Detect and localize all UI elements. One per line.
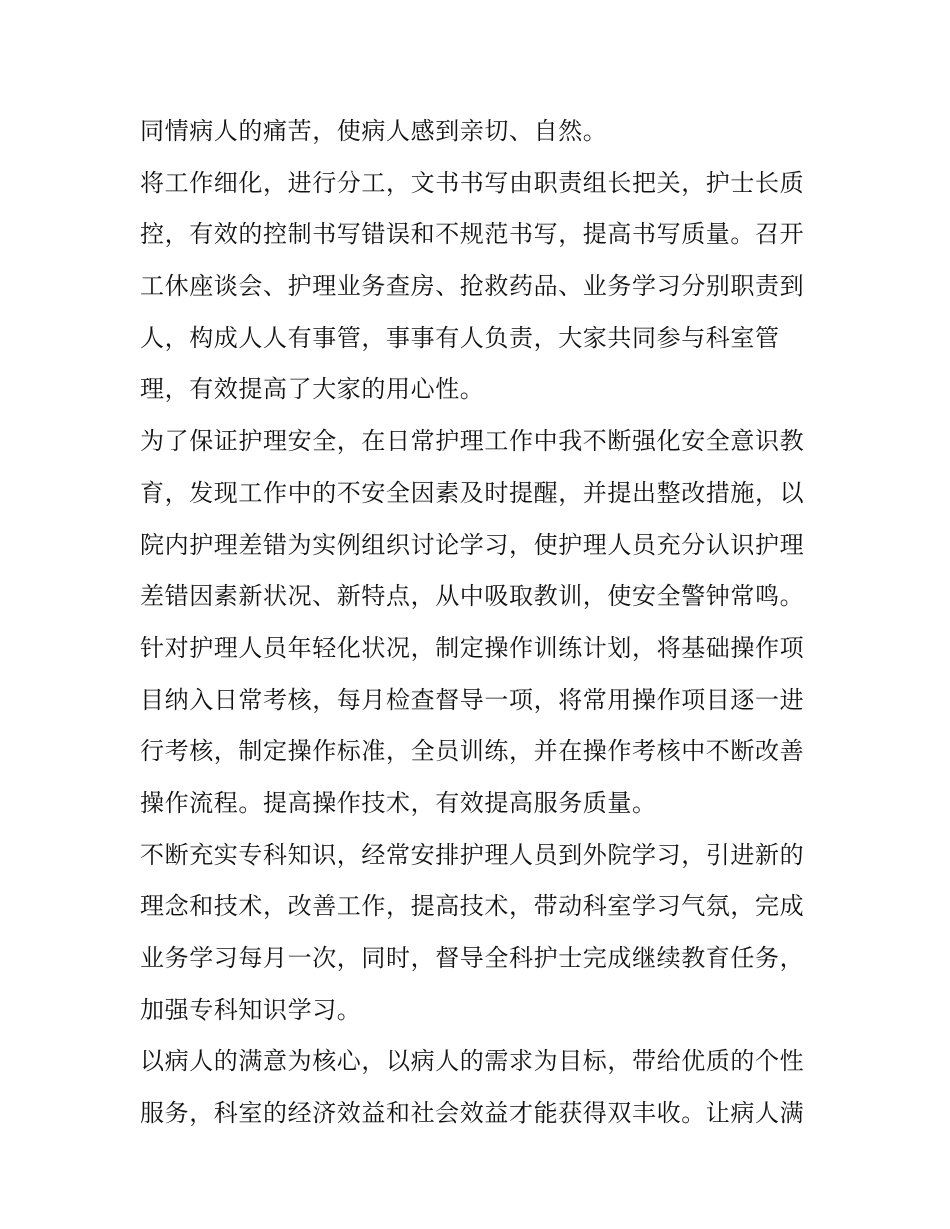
text-line: 工休座谈会、护理业务查房、抢救药品、业务学习分别职责到 bbox=[140, 272, 805, 301]
text-line: 以病人的满意为核心，以病人的需求为目标，带给优质的个性 bbox=[140, 1047, 805, 1076]
body-text bbox=[140, 106, 840, 1140]
text-line: 业务学习每月一次，同时，督导全科护士完成继续教育任务， bbox=[140, 944, 805, 972]
text-line: 同情病人的痛苦，使病人感到亲切、自然。 bbox=[140, 117, 608, 145]
text-line: 控，有效的控制书写错误和不规范书写，提高书写质量。召开 bbox=[140, 220, 805, 249]
text-line: 目纳入日常考核，每月检查督导一项，将常用操作项目逐一进 bbox=[140, 685, 805, 714]
text-line: 服务，科室的经济效益和社会效益才能获得双丰收。让病人满 bbox=[140, 1099, 805, 1128]
text-line: 理念和技术，改善工作，提高技术，带动科室学习气氛，完成 bbox=[140, 892, 805, 921]
text-line: 差错因素新状况、新特点，从中吸取教训，使安全警钟常鸣。 bbox=[140, 582, 805, 611]
text-line: 不断充实专科知识，经常安排护理人员到外院学习，引进新的 bbox=[140, 840, 805, 869]
text-line: 为了保证护理安全，在日常护理工作中我不断强化安全意识教 bbox=[140, 427, 805, 456]
text-line: 理，有效提高了大家的用心性。 bbox=[140, 375, 485, 404]
text-line: 育，发现工作中的不安全因素及时提醒，并提出整改措施，以 bbox=[140, 478, 805, 507]
text-line: 院内护理差错为实例组织讨论学习，使护理人员充分认识护理 bbox=[140, 530, 805, 559]
text-line: 人，构成人人有事管，事事有人负责，大家共同参与科室管 bbox=[140, 323, 780, 352]
text-line: 操作流程。提高操作技术，有效提高服务质量。 bbox=[140, 788, 657, 817]
text-line: 加强专科知识学习。 bbox=[140, 995, 362, 1024]
text-line: 行考核，制定操作标准，全员训练，并在操作考核中不断改善 bbox=[140, 737, 805, 766]
text-line: 将工作细化，进行分工，文书书写由职责组长把关，护士长质 bbox=[140, 168, 805, 197]
text-line: 针对护理人员年轻化状况，制定操作训练计划，将基础操作项 bbox=[140, 633, 805, 662]
